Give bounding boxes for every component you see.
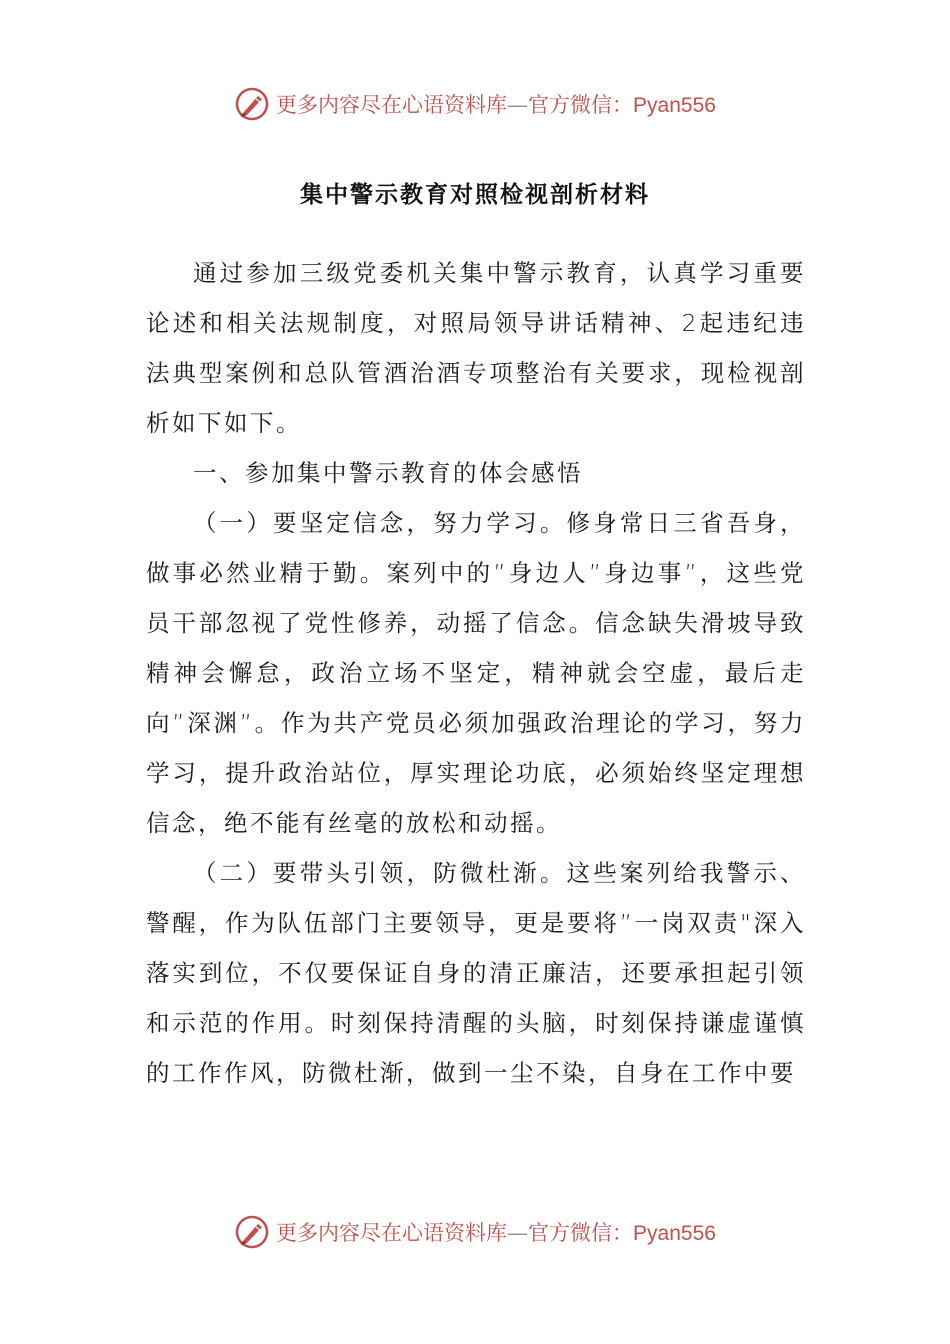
header-watermark [0,84,950,124]
document-title: 集中警示教育对照检视剖析材料 [300,182,650,208]
document-body [146,248,806,1098]
watermark-label: 官方微信： [528,1221,634,1245]
pen-logo-icon [234,86,270,122]
footer-watermark [0,1212,950,1252]
paragraph-intro: 通过参加三级党委机关集中警示教育，认真学习重要论述和相关法规制度，对照局领导讲话精神、2起违纪违法典型案例和总队管酒治酒专项整治有关要求，现检视剖析如下如下。 [146,259,806,437]
watermark-id: Pyan556 [633,94,716,117]
watermark-separator: — [507,1221,529,1245]
watermark-id: Pyan556 [633,1222,716,1245]
watermark-prefix: 更多内容尽在心语资料库 [276,1221,508,1245]
pen-logo-icon [234,1214,270,1250]
watermark-text [276,89,716,119]
watermark-label: 官方微信： [528,93,634,117]
section-heading-1: 一、参加集中警示教育的体会感悟 [193,459,583,487]
watermark-prefix: 更多内容尽在心语资料库 [276,93,508,117]
paragraph-point-1: （一）要坚定信念，努力学习。修身常日三省吾身，做事必然业精于勤。案列中的”身边人”身边事”，这些党员干部忽视了党性修养，动摇了信念。信念缺失滑坡导致精神会懈怠，政治立场不坚定，精神就会空虚，最后走向”深渊”。作为共产党员必须加强政治理论的学习，努力学习，提升政治站位，厚实理论功底，必须始终坚定理想信念，绝不能有丝毫的放松和动摇。 [146,509,806,837]
watermark-separator: — [507,93,529,117]
paragraph-point-2: （二）要带头引领，防微杜渐。这些案列给我警示、警醒，作为队伍部门主要领导，更是要将”一岗双责"深入落实到位，不仅要保证自身的清正廉洁，还要承担起引领和示范的作用。时刻保持清醒的头脑，时刻保持谦虚谨慎的工作作风，防微杜渐，做到一尘不染，自身在工作中要 [146,859,806,1087]
watermark-text [276,1217,716,1247]
